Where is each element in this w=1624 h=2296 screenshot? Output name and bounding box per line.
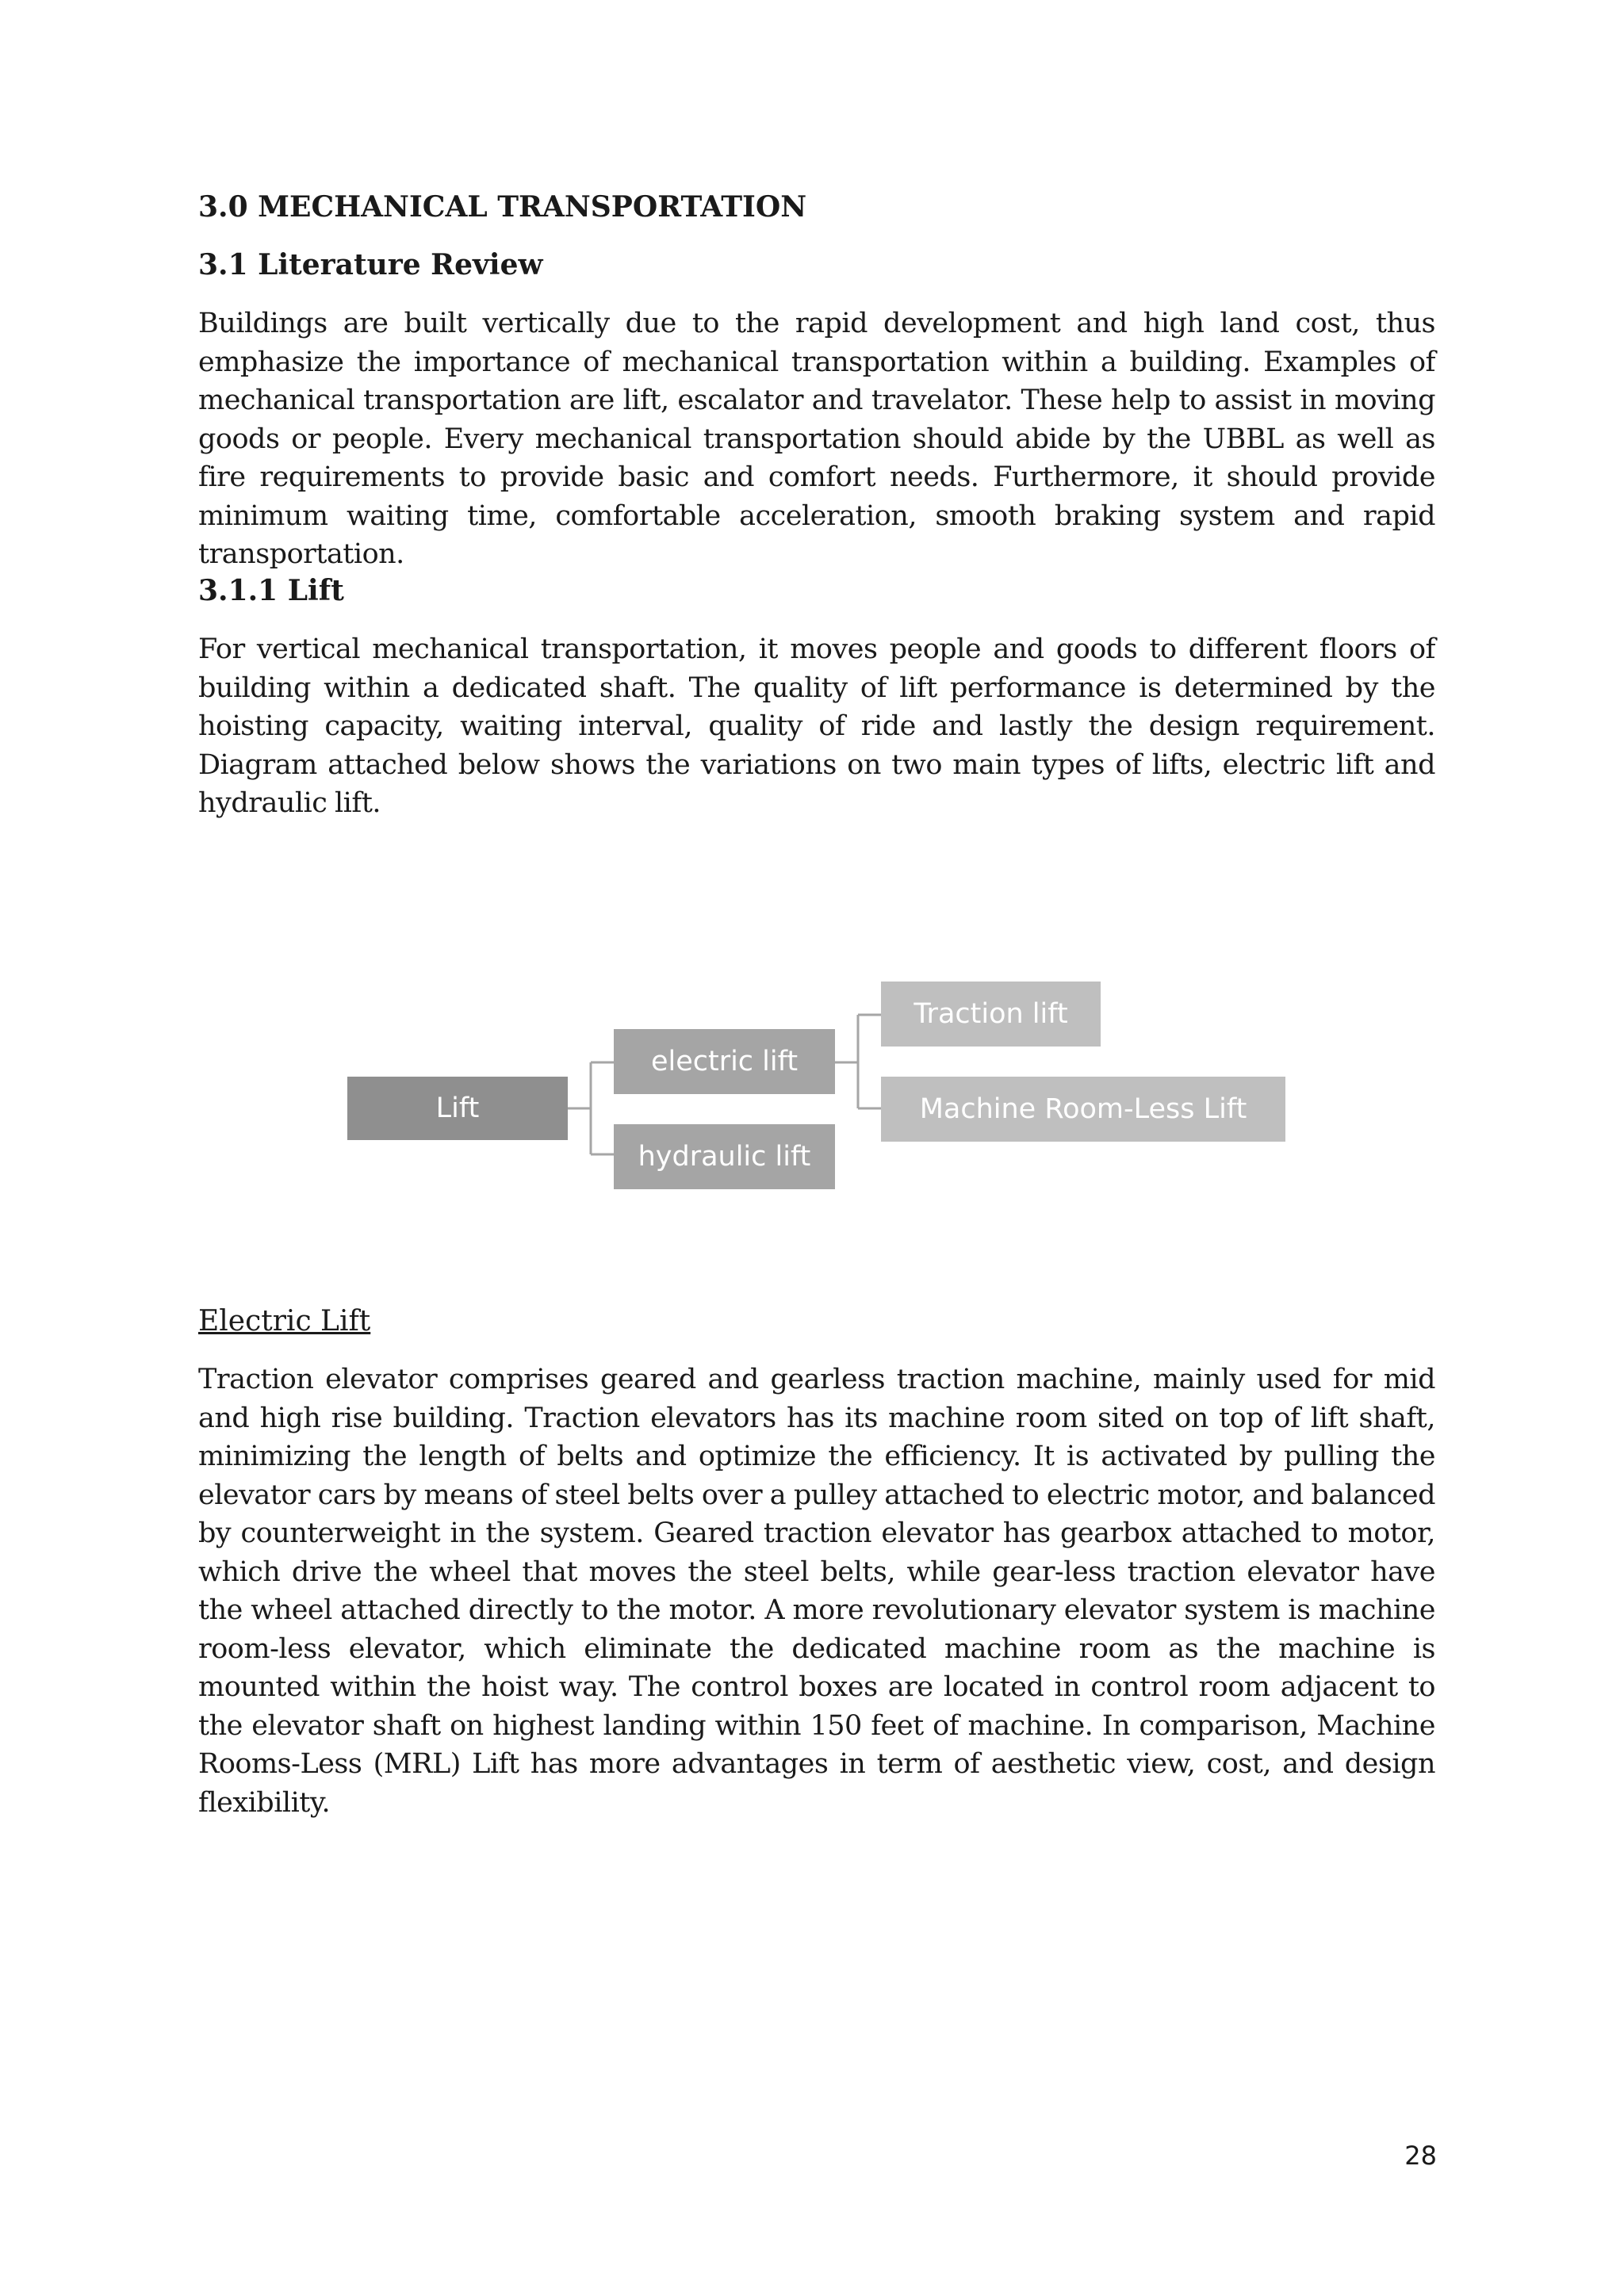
literature-review-heading: 3.1 Literature Review [198,248,543,282]
literature-review-paragraph: Buildings are built vertically due to the rapid development and high land cost, thus emphasize the importance of mechanical transportation within a building. Examples of mechanical transportation are lift, escalator and travelator. These help to assist in moving goods or people. Every mechanical transportation should abide by the UBBL as well as fire requirements to provide basic and comfort needs. Furthermore, it should provide minimum waiting time, comfortable acceleration, smooth braking system and rapid transportation. [198,308,1435,571]
page-number: 28 [1404,2141,1437,2171]
lift-paragraph: For vertical mechanical transportation, it moves people and goods to different floors of building within a dedicated shaft. The quality of lift performance is determined by the hoisting capacity, waiting interval, quality of ride and lastly the design requirement. Diagram attached below shows the variations on two main types of lifts, electric lift and hydraulic lift. [198,633,1435,820]
electric-lift-paragraph: Traction elevator comprises geared and gearless traction machine, mainly used for mid and high rise building. Traction elevators has its machine room sited on top of lift shaft, minimizing the length of belts and optimize the efficiency. It is activated by pulling the elevator cars by means of steel belts over a pulley attached to electric motor, and balanced by counterweight in the system. Geared traction elevator has gearbox attached to motor, which drive the wheel that moves the steel belts, while gear-less traction elevator have the wheel attached directly to the motor. A more revolutionary elevator system is machine room-less elevator, which eliminate the dedicated machine room as the machine is mounted within the hoist way. The control boxes are located in control room adjacent to the elevator shaft on highest landing within 150 feet of machine. In comparison, Machine Rooms-Less (MRL) Lift has more advantages in term of aesthetic view, cost, and design flexibility. [198,1364,1435,1819]
page-content [198,190,1435,823]
section-heading: 3.0 MECHANICAL TRANSPORTATION [198,190,807,224]
electric-lift-heading: Electric Lift [198,1305,371,1337]
diagram-node-mrl-lift: Machine Room-Less Lift [881,1077,1285,1142]
diagram-node-lift: Lift [347,1077,568,1140]
diagram-node-electric-lift: electric lift [614,1029,835,1094]
connector-lift-children [568,1062,614,1154]
lift-heading: 3.1.1 Lift [198,573,344,607]
diagram-node-traction-lift: Traction lift [881,982,1101,1047]
electric-lift-section [198,1304,1435,1822]
diagram-node-hydraulic-lift: hydraulic lift [614,1124,835,1189]
connector-electric-children [835,1015,881,1108]
